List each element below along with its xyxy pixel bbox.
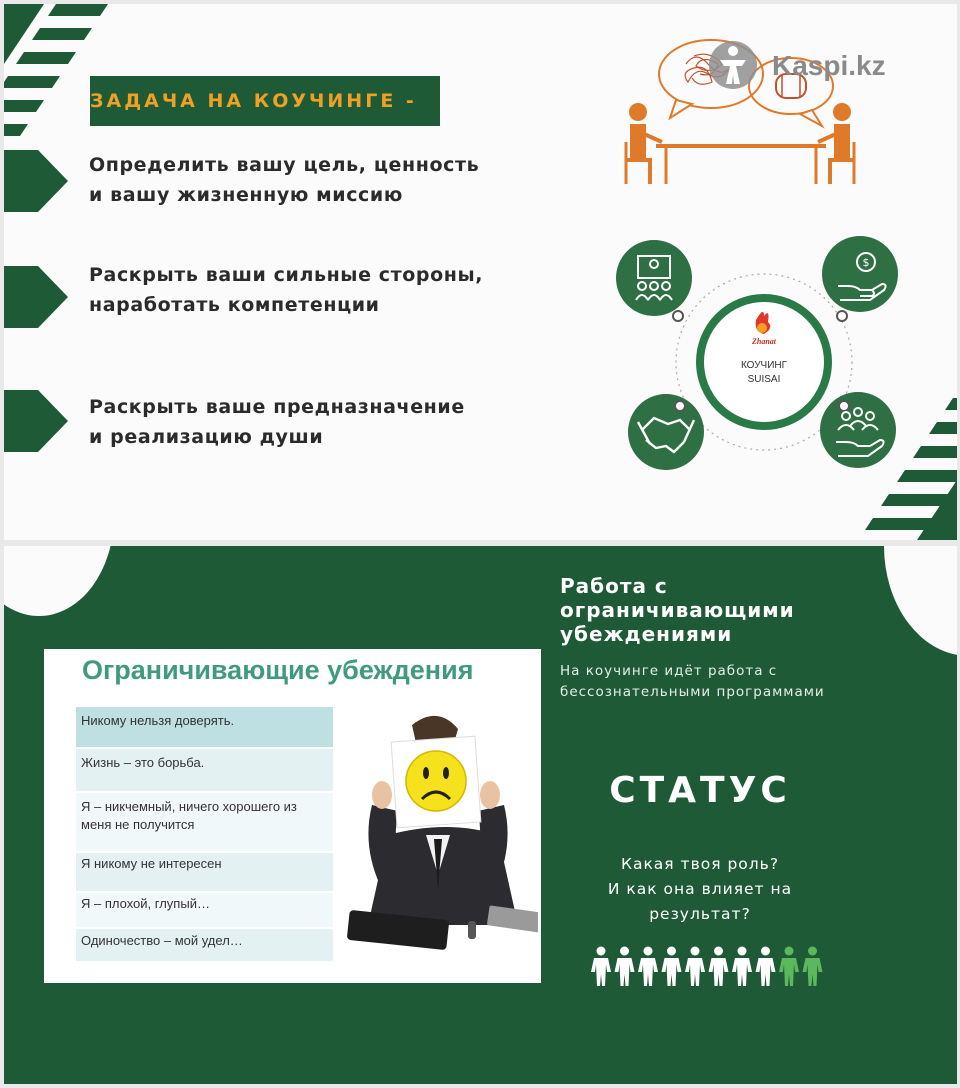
person-icon bbox=[732, 947, 752, 987]
people-row-icon bbox=[588, 946, 828, 992]
person-icon bbox=[615, 947, 635, 987]
arrow-bullet-icon bbox=[4, 390, 68, 452]
kaspi-watermark-text: Kaspi.kz bbox=[772, 50, 886, 81]
svg-text:$: $ bbox=[862, 256, 870, 269]
task-point-3: Раскрыть ваше предназначение и реализацию души bbox=[89, 396, 465, 448]
arrow-bullet-icon bbox=[4, 266, 68, 328]
arrow-bullet-icon bbox=[4, 150, 68, 212]
belief-row: Я – никчемный, ничего хорошего из меня не получится bbox=[76, 793, 333, 851]
person-icon bbox=[756, 947, 776, 987]
limiting-beliefs-title: Ограничивающие убеждения bbox=[82, 655, 474, 685]
person-icon bbox=[662, 947, 682, 987]
kaspi-logo-icon bbox=[706, 38, 760, 92]
belief-row: Никому нельзя доверять. bbox=[76, 707, 333, 747]
task-point-1: Определить вашу цель, ценность и вашу жизненную миссию bbox=[89, 154, 480, 206]
coaching-wheel-diagram bbox=[610, 234, 906, 480]
person-icon bbox=[591, 947, 611, 987]
zhanat-logo-text: Zhanat bbox=[751, 337, 777, 346]
person-icon bbox=[779, 947, 799, 987]
decor-circle-top-left bbox=[4, 546, 114, 616]
person-icon bbox=[709, 947, 729, 987]
sad-face-man-illustration bbox=[338, 705, 538, 965]
status-question: Какая твоя роль? И как она влияет на результат? bbox=[607, 855, 793, 923]
status-heading: СТАТУС bbox=[609, 770, 791, 811]
wheel-center-label: КОУЧИНГ SUISAI bbox=[740, 360, 788, 385]
person-icon bbox=[803, 947, 823, 987]
task-banner-text: ЗАДАЧА НА КОУЧИНГЕ - bbox=[90, 90, 417, 112]
slide-limiting-beliefs bbox=[4, 546, 957, 1084]
section-title: Работа с ограничивающими убеждениями bbox=[560, 574, 795, 646]
kaspi-watermark bbox=[706, 38, 936, 94]
limiting-beliefs-card bbox=[44, 649, 541, 983]
belief-row: Одиночество – мой удел… bbox=[76, 929, 333, 961]
decor-circle-top-right bbox=[884, 546, 957, 656]
person-icon bbox=[685, 947, 705, 987]
task-banner bbox=[90, 76, 440, 126]
slide-coaching-tasks bbox=[4, 4, 957, 540]
person-icon bbox=[638, 947, 658, 987]
belief-row: Я – плохой, глупый… bbox=[76, 893, 333, 927]
task-point-2: Раскрыть ваши сильные стороны, наработать компетенции bbox=[89, 264, 484, 316]
belief-row: Жизнь – это борьба. bbox=[76, 749, 333, 791]
section-subtitle: На коучинге идёт работа с бессознательными программами bbox=[560, 663, 825, 700]
belief-row: Я никому не интересен bbox=[76, 853, 333, 891]
